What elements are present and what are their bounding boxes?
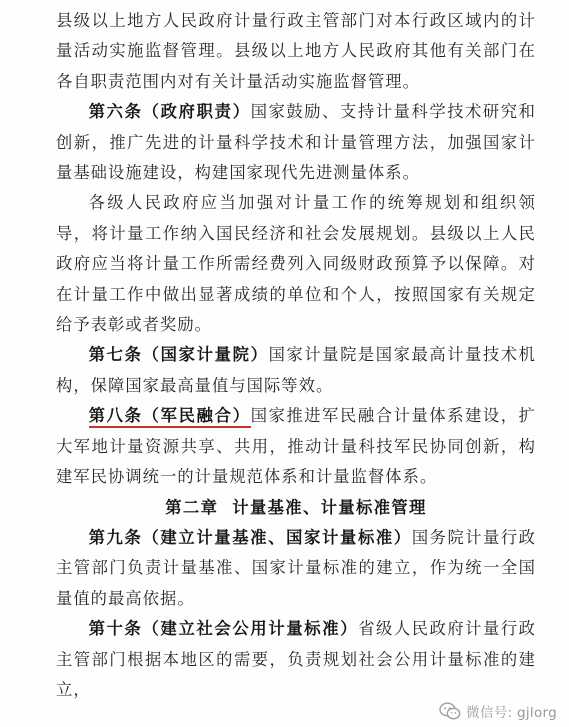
paragraph-text: 各级人民政府应当加强对计量工作的统筹规划和组织领导，将计量工作纳入国民经济和社会发展规划。县级以上人民政府应当将计量工作所需经费列入同级财政预算予以保障。对在计量工作中做出显著成绩的单位和个人，按照国家有关规定给予表彰或者奖励。: [56, 193, 536, 335]
watermark-text: 微信号: gjlorg: [466, 705, 557, 721]
wechat-icon: [439, 702, 461, 720]
article-6-paragraph-2: [56, 188, 536, 340]
article-7: [56, 340, 536, 401]
article-text: 国家计量院是国家最高计量技术机构，保障国家最高量值与国际等效。: [56, 345, 536, 395]
article-heading: 第六条（政府职责）: [88, 102, 251, 122]
article-6: [56, 97, 536, 188]
chapter-title: 计量基准、计量标准管理: [232, 497, 427, 517]
article-heading: 第九条（建立计量基准、国家计量标准）: [88, 527, 412, 547]
article-10: [56, 614, 536, 705]
article-heading: 第十条（建立社会公用计量标准）: [88, 619, 359, 639]
article-9: [56, 523, 536, 614]
article-text: 国务院计量行政主管部门负责计量基准、国家计量标准的建立，作为统一全国量值的最高依据。: [56, 527, 536, 608]
article-text: 国家鼓励、支持计量科学技术研究和创新，推广先进的计量科学技术和计量管理方法，加强国家计量基础设施建设，构建国家现代先进测量体系。: [56, 102, 536, 183]
paragraph-article5-cont: [56, 6, 536, 97]
wechat-watermark: [439, 701, 557, 721]
article-text: 国家推进军民融合计量体系建设，扩大军地计量资源共享、共用，推动计量科技军民协同创新，构建军民协调统一的计量规范体系和计量监督体系。: [56, 406, 536, 487]
article-heading-underlined: 第八条（军民融合）: [89, 406, 251, 428]
article-8: [56, 401, 536, 492]
document-body: [56, 6, 536, 705]
article-heading: 第七条（国家计量院）: [88, 345, 269, 365]
paragraph-text: 县级以上地方人民政府计量行政主管部门对本行政区域内的计量活动实施监督管理。县级以上地方人民政府其他有关部门在各自职责范围内对有关计量活动实施监督管理。: [56, 11, 536, 91]
chapter-heading: [56, 493, 536, 523]
chapter-number: 第二章: [165, 497, 219, 517]
article-text: 省级人民政府计量行政主管部门根据本地区的需要，负责规划社会公用计量标准的建立，: [56, 619, 536, 699]
